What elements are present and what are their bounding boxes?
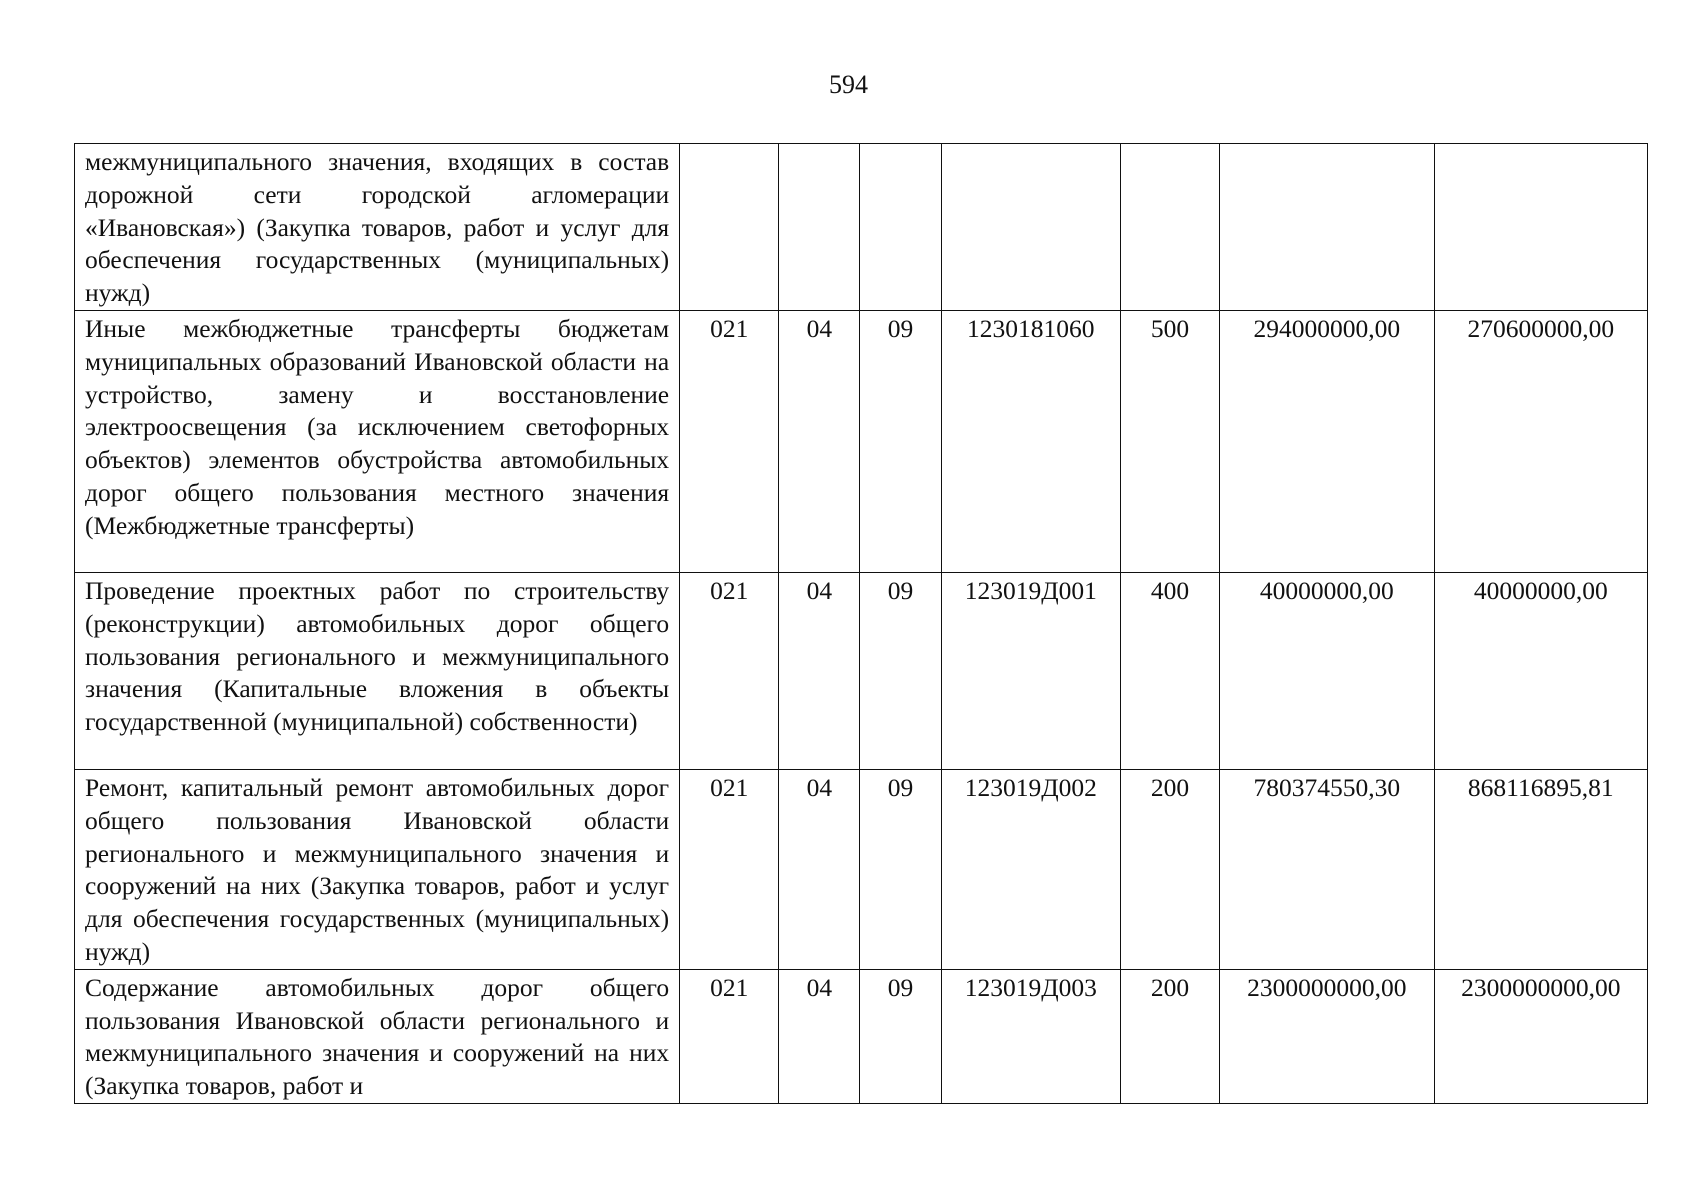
subsection-cell: 09 [860, 969, 941, 1103]
row-description: Проведение проектных работ по строительству (реконструкции) автомобильных дорог общего пользования регионального и межмуниципального значения (Капитальные вложения в объекты государственной (муниципальной) собственности) [75, 572, 680, 769]
table-row [75, 572, 1648, 769]
target-article-cell: 123019Д002 [941, 769, 1120, 969]
expense-type-cell: 400 [1120, 572, 1219, 769]
row-description: Иные межбюджетные трансферты бюджетам муниципальных образований Ивановской области на устройство, замену и восстановление электроосвещения (за исключением светофорных объектов) элементов обустройства автомобильных дорог общего пользования местного значения (Межбюджетные трансферты) [75, 310, 680, 572]
amount-year1-cell: 294000000,00 [1220, 310, 1434, 572]
expense-type-cell: 200 [1120, 969, 1219, 1103]
target-article-cell: 123019Д001 [941, 572, 1120, 769]
grbs-cell [680, 144, 779, 311]
amount-year1-cell: 40000000,00 [1220, 572, 1434, 769]
target-article-cell: 123019Д003 [941, 969, 1120, 1103]
subsection-cell: 09 [860, 769, 941, 969]
amount-year1-cell [1220, 144, 1434, 311]
subsection-cell [860, 144, 941, 311]
expense-type-cell [1120, 144, 1219, 311]
table-row [75, 969, 1648, 1103]
section-cell [779, 144, 860, 311]
section-cell: 04 [779, 572, 860, 769]
amount-year2-cell: 270600000,00 [1434, 310, 1647, 572]
expense-type-cell: 500 [1120, 310, 1219, 572]
table-row [75, 769, 1648, 969]
target-article-cell: 1230181060 [941, 310, 1120, 572]
grbs-cell: 021 [680, 769, 779, 969]
grbs-cell: 021 [680, 572, 779, 769]
row-description: межмуниципального значения, входящих в состав дорожной сети городской агломерации «Ивановская») (Закупка товаров, работ и услуг для обеспечения государственных (муниципальных) нужд) [75, 144, 680, 311]
amount-year2-cell: 2300000000,00 [1434, 969, 1647, 1103]
amount-year1-cell: 780374550,30 [1220, 769, 1434, 969]
grbs-cell: 021 [680, 310, 779, 572]
page-number: 594 [829, 70, 868, 99]
amount-year2-cell: 40000000,00 [1434, 572, 1647, 769]
amount-year2-cell [1434, 144, 1647, 311]
grbs-cell: 021 [680, 969, 779, 1103]
table-row [75, 310, 1648, 572]
row-description: Содержание автомобильных дорог общего пользования Ивановской области регионального и межмуниципального значения и сооружений на них (Закупка товаров, работ и [75, 969, 680, 1103]
subsection-cell: 09 [860, 310, 941, 572]
section-cell: 04 [779, 769, 860, 969]
section-cell: 04 [779, 310, 860, 572]
section-cell: 04 [779, 969, 860, 1103]
subsection-cell: 09 [860, 572, 941, 769]
row-description: Ремонт, капитальный ремонт автомобильных дорог общего пользования Ивановской области регионального и межмуниципального значения и сооружений на них (Закупка товаров, работ и услуг для обеспечения государственных (муниципальных) нужд) [75, 769, 680, 969]
table-row [75, 144, 1648, 311]
expense-type-cell: 200 [1120, 769, 1219, 969]
amount-year1-cell: 2300000000,00 [1220, 969, 1434, 1103]
target-article-cell [941, 144, 1120, 311]
budget-table [74, 143, 1648, 1104]
amount-year2-cell: 868116895,81 [1434, 769, 1647, 969]
